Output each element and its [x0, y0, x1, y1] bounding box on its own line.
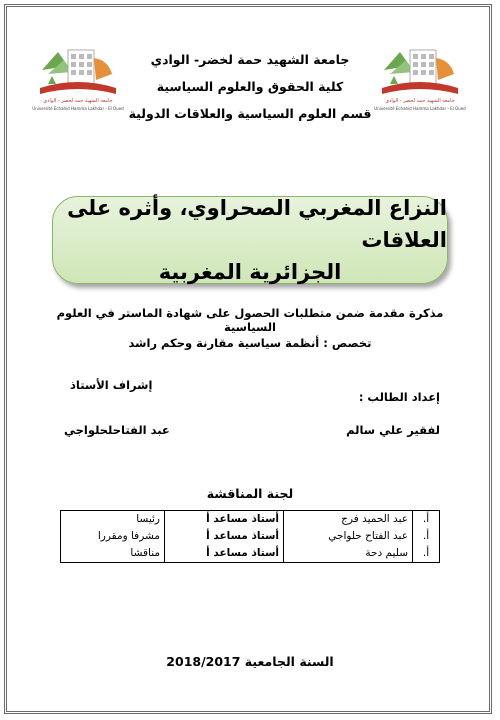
member-name: عبد الفتاح حلواجي	[284, 528, 413, 545]
institution-header	[120, 46, 380, 127]
logo-caption-en-left: Université Echahid Hamma Lakhdar - El Oued	[32, 106, 124, 111]
logo-caption-en-right: Université Echahid Hamma Lakhdar - El Oued	[374, 106, 466, 111]
specialization: تخصص : أنظمة سياسية مقارنة وحكم راشد	[128, 336, 372, 350]
member-prefix: أ.	[413, 545, 440, 563]
table-row	[61, 511, 440, 529]
student-name: لفقير علي سالم	[346, 423, 440, 437]
memo-description: مذكرة مقدمة ضمن متطلبات الحصول على شهادة الماستر في العلوم السياسية	[56, 306, 444, 334]
member-role: مشرفا ومقررا	[61, 528, 165, 545]
table-row	[61, 528, 440, 545]
logo-caption-ar-left: جامعة الشهيد حمه لخضر - الوادي	[43, 98, 113, 104]
member-name: سليم دحة	[284, 545, 413, 563]
department-name: قسم العلوم السياسية والعلاقات الدولية	[128, 106, 372, 121]
member-prefix: أ.	[413, 511, 440, 529]
prepared-by-label: إعداد الطالب :	[358, 390, 440, 404]
supervisor-name: عبد الفتاحلحلواجي	[64, 423, 170, 437]
member-rank: أستاذ مساعد أ	[165, 545, 284, 563]
thesis-title-box	[52, 196, 448, 284]
university-logo-left	[32, 40, 124, 118]
thesis-title-line-1: النزاع المغربي الصحراوي، وأثره على العلاقات	[67, 196, 447, 252]
member-prefix: أ.	[413, 528, 440, 545]
member-name: عبد الحميد فرج	[284, 511, 413, 529]
member-role: مناقشا	[61, 545, 165, 563]
member-rank: أستاذ مساعد أ	[165, 511, 284, 529]
committee-table	[60, 510, 440, 563]
university-logo-right	[374, 40, 466, 118]
table-row	[61, 545, 440, 563]
faculty-name: كلية الحقوق والعلوم السياسية	[156, 79, 344, 94]
member-rank: أستاذ مساعد أ	[165, 528, 284, 545]
logo-caption-ar-right: جامعة الشهيد حمه لخضر - الوادي	[385, 98, 455, 104]
member-role: رئيسا	[61, 511, 165, 529]
academic-year: السنة الجامعية 2018/2017	[166, 654, 334, 669]
supervision-label: إشراف الأستاذ	[70, 378, 153, 392]
committee-title: لجنة المناقشة	[206, 486, 294, 501]
university-name: جامعة الشهيد حمة لخضر- الوادي	[150, 52, 350, 67]
thesis-title-line-2: الجزائرية المغربية	[158, 260, 342, 284]
